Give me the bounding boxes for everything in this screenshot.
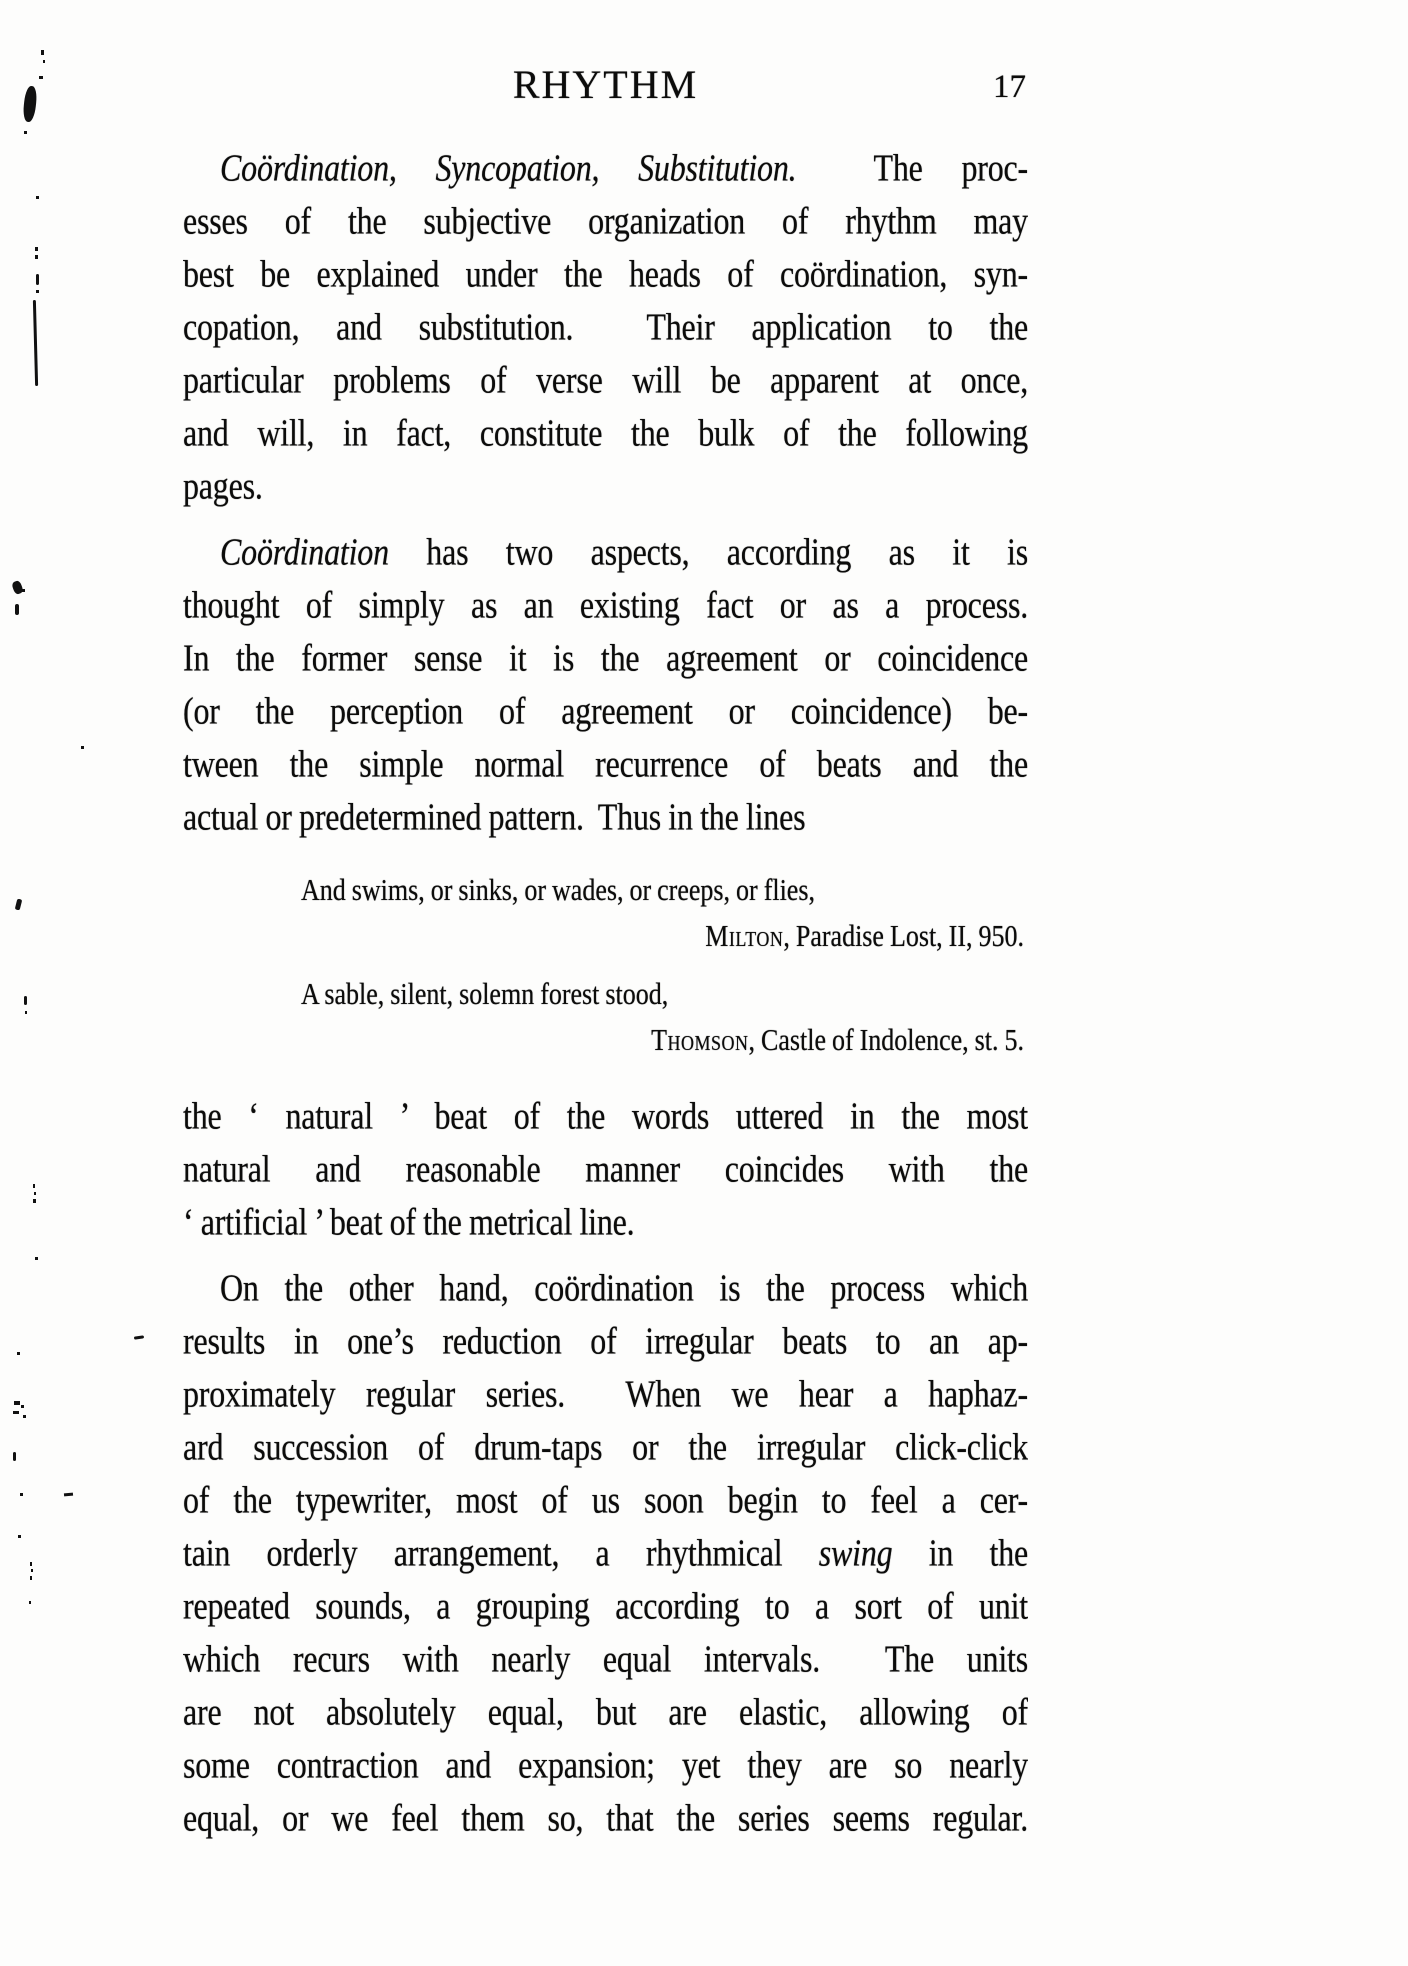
text-segment: And swims, or sinks, or wades, or creeps, or flies, — [301, 872, 815, 908]
ink-speck — [36, 290, 39, 293]
text-segment: proximately regular series. When we hear a haphaz- — [183, 1372, 1028, 1415]
text-segment: copation, and substitution. Their application to the — [183, 305, 1028, 348]
ink-speck — [18, 1535, 21, 1538]
text-line — [183, 1787, 1028, 1850]
text-segment: The proc- — [796, 146, 1028, 189]
text-segment: swing — [818, 1531, 893, 1574]
ink-speck — [29, 1601, 31, 1604]
text-body — [183, 142, 1028, 1845]
text-line — [183, 455, 1028, 518]
ink-speck — [33, 300, 38, 386]
text-segment: the ‘ natural ’ beat of the words uttered in the most — [183, 1094, 1028, 1137]
text-segment: natural and reasonable manner coincides with the — [183, 1147, 1028, 1190]
text-segment: and will, in fact, constitute the bulk of the following — [183, 411, 1028, 454]
ink-speck — [35, 255, 38, 259]
text-segment: , Paradise Lost, II, 950. — [783, 918, 1024, 954]
text-segment: In the former sense it is the agreement or coincidence — [183, 636, 1028, 679]
paragraph-coordination-process — [183, 1262, 1028, 1845]
ink-speck — [22, 589, 25, 592]
text-segment: Milton — [705, 918, 784, 954]
ink-speck — [24, 996, 27, 1005]
text-segment: results in one’s reduction of irregular beats to an ap- — [183, 1319, 1028, 1362]
ink-speck — [24, 131, 27, 134]
ink-speck — [81, 746, 84, 749]
ink-speck — [15, 899, 23, 911]
ink-speck — [64, 1493, 73, 1497]
ink-speck — [41, 50, 44, 55]
text-segment: actual or predetermined pattern. Thus in the lines — [183, 795, 806, 838]
text-segment: best be explained under the heads of coördination, syn- — [183, 252, 1028, 295]
page-title: RHYTHM — [512, 62, 699, 107]
text-segment: which recurs with nearly equal intervals. The units — [183, 1637, 1028, 1680]
text-line — [183, 1191, 1028, 1254]
ink-speck — [13, 1411, 19, 1414]
ink-speck — [31, 1569, 33, 1572]
text-segment: On the other hand, coördination is the process which — [220, 1266, 1028, 1309]
ink-speck — [33, 1199, 36, 1203]
ink-speck — [36, 274, 39, 285]
ink-speck — [33, 1184, 35, 1188]
ink-speck — [22, 85, 38, 122]
ink-speck — [11, 580, 24, 595]
text-segment: Coördination — [220, 530, 389, 573]
attribution-line — [183, 909, 1028, 963]
ink-speck — [35, 247, 38, 251]
ink-speck — [35, 1257, 38, 1260]
text-segment: in the — [892, 1531, 1028, 1574]
text-segment: Coördination, Syncopation, Substitution. — [220, 146, 797, 189]
text-segment: some contraction and expansion; yet they are so nearly — [183, 1743, 1028, 1786]
text-segment: tain orderly arrangement, a rhythmical — [183, 1531, 819, 1574]
text-segment: tween the simple normal recurrence of beats and the — [183, 742, 1028, 785]
ink-speck — [21, 1405, 24, 1408]
ink-speck — [36, 196, 39, 199]
text-segment: thought of simply as an existing fact or as a process. — [183, 583, 1028, 626]
ink-speck — [30, 1562, 32, 1566]
text-line — [183, 786, 1028, 849]
verse-quote-thomson — [183, 972, 1028, 1064]
ink-speck — [30, 1576, 32, 1580]
text-segment: pages. — [183, 464, 263, 507]
text-segment: particular problems of verse will be apparent at once, — [183, 358, 1028, 401]
ink-speck — [25, 1011, 27, 1014]
text-segment: ‘ artificial ’ beat of the metrical line. — [183, 1200, 635, 1243]
text-segment: of the typewriter, most of us soon begin to feel a cer- — [183, 1478, 1028, 1521]
paragraph-coordination-aspects — [183, 526, 1028, 844]
ink-speck — [34, 1192, 36, 1195]
text-segment: repeated sounds, a grouping according to a sort of unit — [183, 1584, 1028, 1627]
ink-speck — [43, 60, 45, 63]
text-segment: ard succession of drum-taps or the irregular click-click — [183, 1425, 1028, 1468]
text-block — [183, 62, 1028, 1845]
text-segment: , Castle of Indolence, st. 5. — [748, 1022, 1024, 1058]
text-segment: Thomson — [651, 1022, 749, 1058]
ink-speck — [15, 604, 19, 615]
text-segment: has two aspects, according as it is — [388, 530, 1028, 573]
text-segment: A sable, silent, solemn forest stood, — [301, 976, 669, 1012]
ink-speck — [17, 1352, 20, 1355]
ink-speck — [39, 76, 43, 79]
text-segment: esses of the subjective organization of rhythm may — [183, 199, 1028, 242]
text-segment: equal, or we feel them so, that the series seems regular. — [183, 1796, 1028, 1839]
ink-speck — [23, 1415, 26, 1418]
ink-speck — [134, 1335, 144, 1339]
ink-speck — [13, 1452, 16, 1461]
page-header — [183, 62, 1028, 108]
page-number: 17 — [993, 69, 1026, 105]
text-segment: are not absolutely equal, but are elastic, allowing of — [183, 1690, 1028, 1733]
verse-quote-milton — [183, 868, 1028, 960]
text-segment: (or the perception of agreement or coincidence) be- — [183, 689, 1028, 732]
ink-speck — [20, 1493, 23, 1496]
attribution-line — [183, 1013, 1028, 1067]
paragraph-intro — [183, 142, 1028, 513]
ink-speck — [14, 1401, 20, 1405]
paragraph-natural-beat — [183, 1090, 1028, 1249]
